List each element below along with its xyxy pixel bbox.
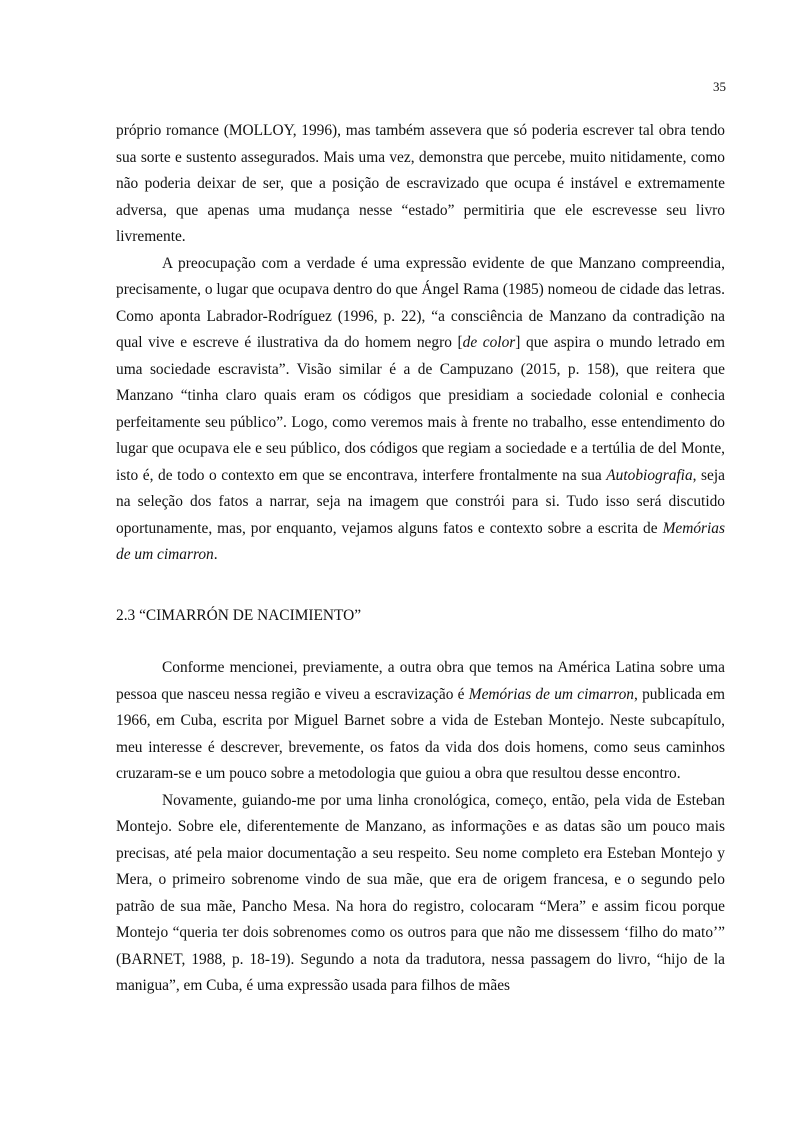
emphasis: de color — [462, 334, 516, 351]
section-heading: 2.3 “CIMARRÓN DE NACIMIENTO” — [116, 607, 362, 624]
book-title: Autobiografia — [606, 466, 693, 484]
paragraph: Conforme mencionei, previamente, a outra obra que temos na América Latina sobre uma pessoa que nasceu nessa região e viveu a escravização é Memórias de um cimarron, publicada em 1966, em Cuba, escrita por Miguel Barnet sobre a vida de Esteban Montejo. Neste subcapítulo, meu interesse é descrever, brevemente, os fatos da vida dos dois homens, como seus caminhos cruzaram-se e um pouco sobre a metodologia que guiou a obra que resultou desse encontro. — [116, 659, 725, 782]
previous-section-text — [116, 118, 725, 569]
book-title: Memórias de um cimarron — [116, 519, 725, 563]
paragraph: Novamente, guiando-me por uma linha cronológica, começo, então, pela vida de Esteban Montejo. Sobre ele, diferentemente de Manzano, as informações e as datas são um pouco mais precisas, até pela maior documentação a seu respeito. Seu nome completo era Esteban Montejo y Mera, o primeiro sobrenome vindo de sua mãe, que era de origem francesa, e o segundo pelo patrão de sua mãe, Pancho Mesa. Na hora do registro, colocaram “Mera” e assim ficou porque Montejo “queria ter dois sobrenomes como os outros para que não me dissessem ‘filho do mato’” (BARNET, 1988, p. 18-19). Segundo a nota da tradutora, nessa passagem do livro, “hijo de la manigua”, em Cuba, é uma expressão usada para filhos de mães — [116, 791, 725, 994]
section-text — [116, 655, 725, 1000]
paragraph: A preocupação com a verdade é uma expressão evidente de que Manzano compreendia, precisamente, o lugar que ocupava dentro do que Ángel Rama (1985) nomeou de cidade das letras. Como aponta Labrador-Rodríguez (1996, p. 22), “a consciência de Manzano da contradição na qual vive e escreve é ilustrativa da do homem negro [de color] que aspira o mundo letrado em uma sociedade escravista”. Visão similar é a de Campuzano (2015, p. 158), que reitera que Manzano “tinha claro quais eram os códigos que presidiam a sociedade colonial e conhecia perfeitamente seu público”. Logo, como veremos mais à frente no trabalho, esse entendimento do lugar que ocupava ele e seu público, dos códigos que regiam a sociedade e a tertúlia de del Monte, isto é, de todo o contexto em que se encontrava, interfere frontalmente na sua Autobiografia, seja na seleção dos fatos a narrar, seja na imagem que constrói para si. Tudo isso será discutido oportunamente, mas, por enquanto, vejamos alguns fatos e contexto sobre a escrita de Memórias de um cimarron. — [116, 254, 725, 563]
book-title: Memórias de um cimarron — [468, 685, 634, 703]
paragraph: próprio romance (MOLLOY, 1996), mas também assevera que só poderia escrever tal obra tendo sua sorte e sustento assegurados. Mais uma vez, demonstra que percebe, muito nitidamente, como não poderia deixar de ser, que a posição de escravizado que ocupa é instável e extremamente adversa, que apenas uma mudança nesse “estado” permitiria que ele escrevesse seu livro livremente. — [116, 122, 725, 245]
page-number: 35 — [713, 79, 726, 94]
